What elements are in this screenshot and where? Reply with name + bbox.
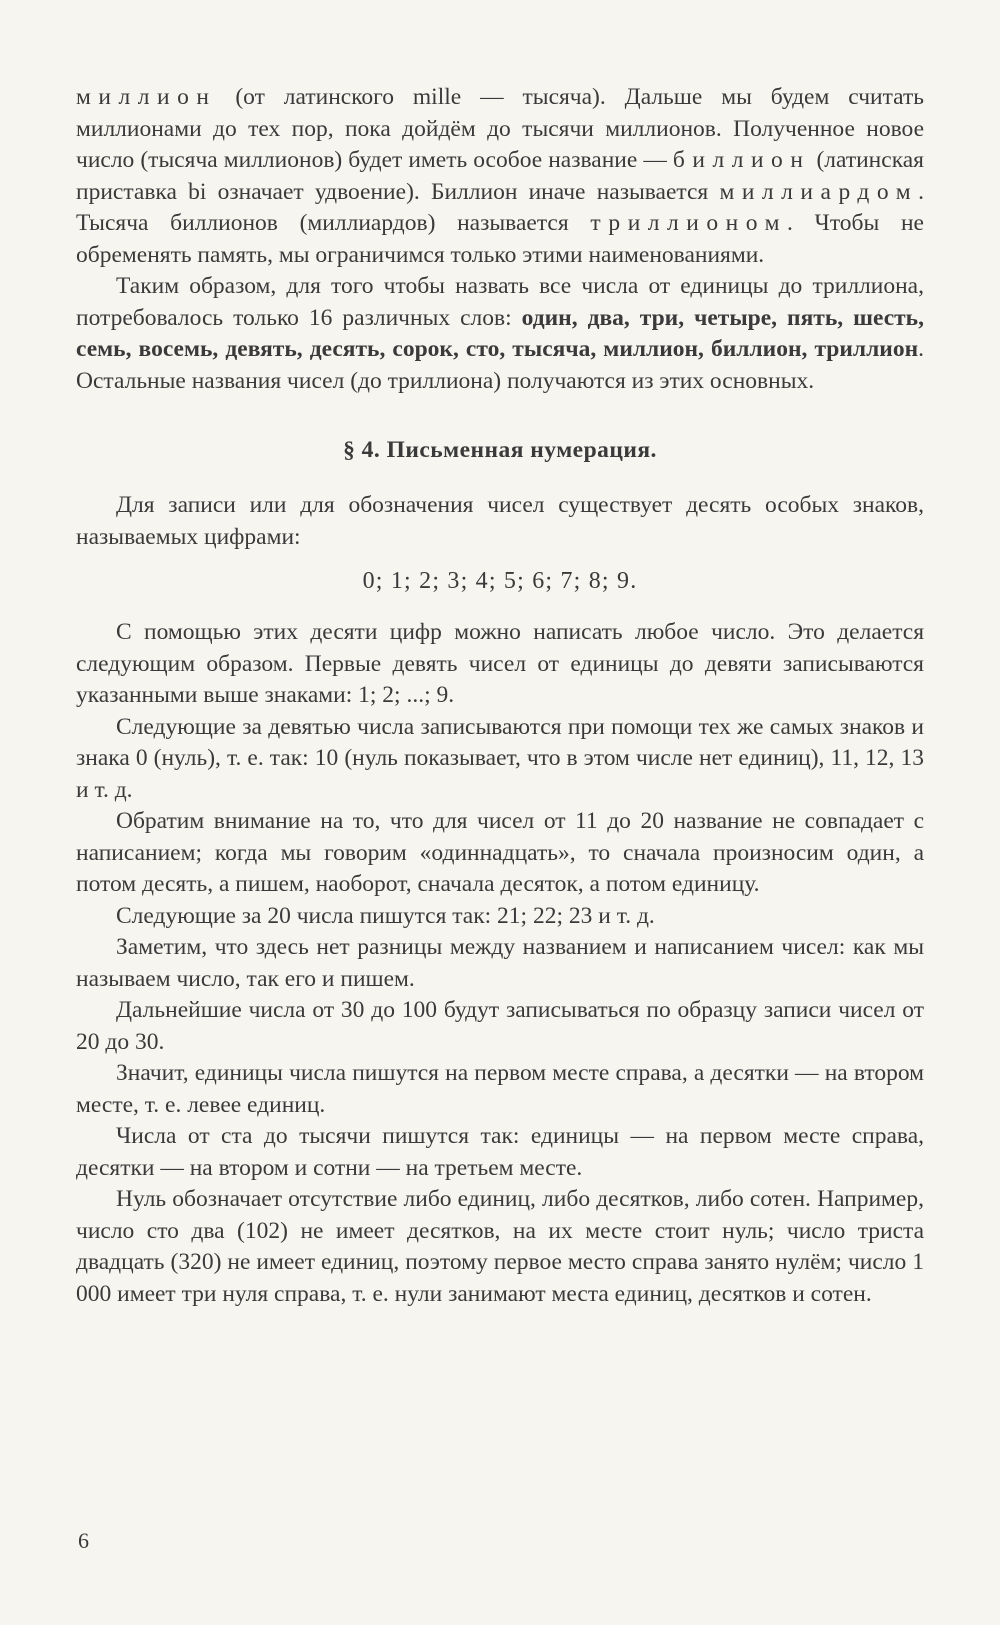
paragraph-million: [76, 82, 924, 271]
paragraph: С помощью этих десяти цифр можно написать любое число. Это делается следующим образом. Первые девять чисел от единицы до девяти записываются указанными выше знаками: 1; 2; ...; 9.: [76, 619, 924, 708]
term-billion: биллион: [672, 147, 811, 173]
paragraph-text: (от латинского mille — тысяча). Дальше мы будем считать миллионами до тех пор, пока дойдём до тысячи миллионов. Полученное новое число (тысяча миллионов) будет иметь особое название —: [76, 84, 924, 173]
paragraph-text: Таким образом, для того чтобы назвать все числа от единицы до триллиона, потребовалось только 16 различных слов:: [76, 273, 924, 331]
paragraph-text: . Остальные названия чисел (до триллиона) получаются из этих основных.: [76, 336, 924, 394]
paragraph-sixteen-words: [76, 271, 924, 397]
paragraph-digits-intro: Для записи или для обозначения чисел существует десять особых знаков, называемых цифрами:: [76, 492, 924, 550]
paragraph: Числа от ста до тысячи пишутся так: единицы — на первом месте справа, десятки — на втором и сотни — на третьем месте.: [76, 1123, 924, 1181]
paragraph-text: . Тысяча биллионов (миллиардов) называется: [76, 178, 924, 236]
paragraph: Дальнейшие числа от 30 до 100 будут записываться по образцу записи чисел от 20 до 30.: [76, 997, 924, 1055]
page-number: 6: [78, 1528, 89, 1553]
paragraph: Нуль обозначает отсутствие либо единиц, либо десятков, либо сотен. Например, число сто два (102) не имеет десятков, на их месте стоит нуль; число триста двадцать (320) не имеет единиц, поэтому первое место справа занято нулём; число 1 000 имеет три нуля справа, т. е. нули занимают места единиц, десятков и сотен.: [76, 1186, 924, 1307]
paragraph: Следующие за девятью числа записываются при помощи тех же самых знаков и знака 0 (нуль), т. е. так: 10 (нуль показывает, что в этом числе нет единиц), 11, 12, 13 и т. д.: [76, 713, 924, 803]
paragraph: Заметим, что здесь нет разницы между названием и написанием чисел: как мы называем число, так его и пишем.: [76, 934, 924, 992]
term-milliard: миллиардом: [719, 178, 919, 205]
paragraph-text: . Чтобы не обременять память, мы ограничимся только этими наименованиями.: [76, 210, 924, 268]
term-million: миллион: [76, 84, 217, 110]
paragraph: Следующие за 20 числа пишутся так: 21; 22; 23 и т. д.: [116, 902, 655, 929]
section-heading: § 4. Письменная нумерация.: [343, 437, 657, 463]
page-content: [76, 82, 924, 1310]
digits-line: 0; 1; 2; 3; 4; 5; 6; 7; 8; 9.: [362, 568, 638, 594]
term-trillion: триллионом: [590, 210, 787, 236]
bold-number-words: один, два, три, четыре, пять, шесть, семь, восемь, девять, десять, сорок, сто, тысяча, миллион, биллион, триллион: [76, 304, 924, 362]
paragraph: Обратим внимание на то, что для чисел от 11 до 20 название не совпадает с написанием; когда мы говорим «одиннадцать», то сначала произносим один, а потом десять, а пишем, наоборот, сначала десяток, а потом единицу.: [76, 808, 924, 897]
paragraph-text: (латинская приставка bi означает удвоение). Биллион иначе называется: [76, 147, 924, 205]
paragraph: Значит, единицы числа пишутся на первом месте справа, а десятки — на втором месте, т. е. левее единиц.: [76, 1060, 924, 1118]
